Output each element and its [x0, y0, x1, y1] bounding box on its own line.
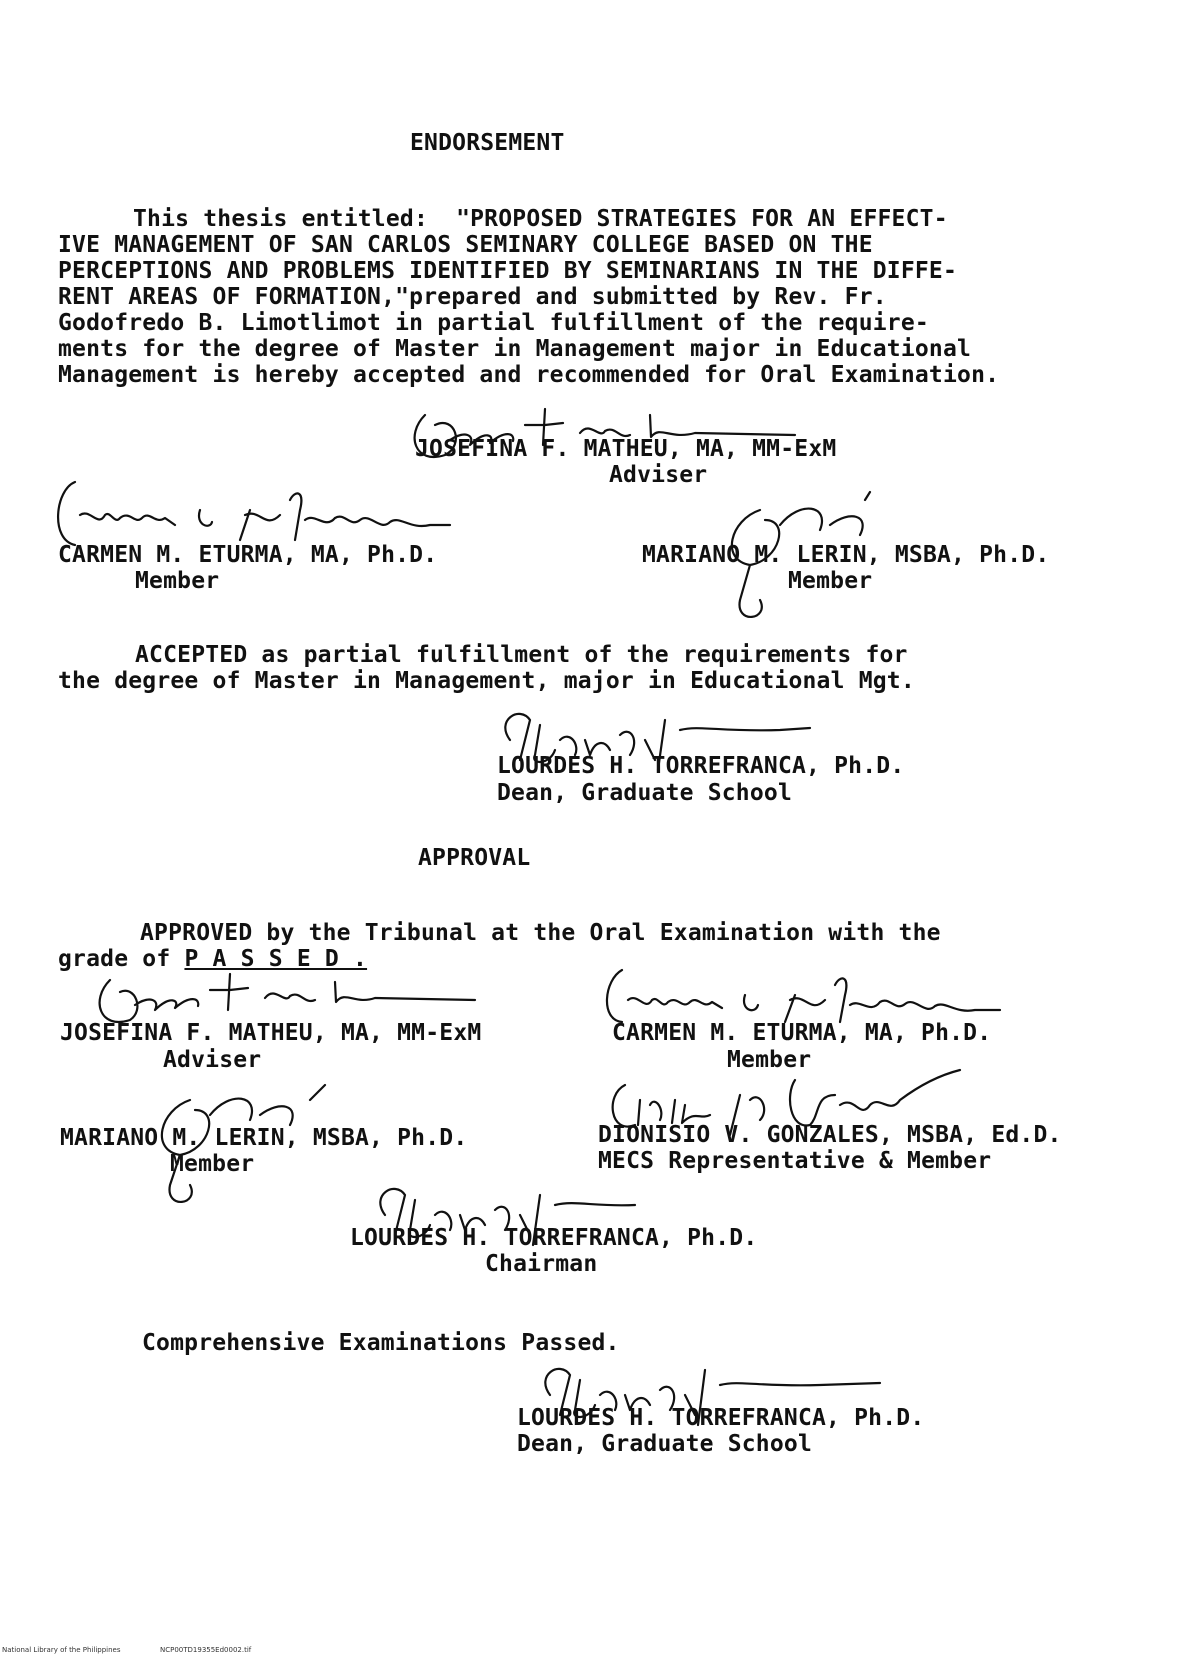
- paragraph-line: IVE MANAGEMENT OF SAN CARLOS SEMINARY COLLEGE BASED ON THE: [58, 232, 873, 258]
- mecs-name: DIONISIO V. GONZALES, MSBA, Ed.D.: [598, 1122, 1062, 1148]
- member-right-name: MARIANO M. LERIN, MSBA, Ph.D.: [642, 542, 1050, 568]
- paragraph-line: Management is hereby accepted and recommended for Oral Examination.: [58, 362, 1000, 388]
- adviser-name: JOSEFINA F. MATHEU, MA, MM-ExM: [415, 436, 837, 462]
- paragraph-line: Godofredo B. Limotlimot in partial fulfillment of the require-: [58, 310, 929, 336]
- approval-adviser-role: Adviser: [163, 1047, 262, 1073]
- dean-role: Dean, Graduate School: [497, 780, 792, 806]
- approval-heading: APPROVAL: [418, 845, 531, 871]
- scan-library-label: National Library of the Philippines: [2, 1646, 121, 1654]
- grade-label: grade of: [58, 946, 185, 972]
- mecs-role: MECS Representative & Member: [598, 1148, 992, 1174]
- grade-value: P A S S E D .: [184, 946, 368, 972]
- approval-line: APPROVED by the Tribunal at the Oral Examination with the: [140, 920, 941, 946]
- comprehensive-text: Comprehensive Examinations Passed.: [142, 1330, 620, 1356]
- approval-lerin-name: MARIANO M. LERIN, MSBA, Ph.D.: [60, 1125, 468, 1151]
- approval-eturma-role: Member: [727, 1047, 812, 1073]
- member-left-name: CARMEN M. ETURMA, MA, Ph.D.: [58, 542, 438, 568]
- paragraph-line: ments for the degree of Master in Management major in Educational: [58, 336, 972, 362]
- paragraph-line: This thesis entitled: "PROPOSED STRATEGIES FOR AN EFFECT-: [133, 206, 948, 232]
- paragraph-line: RENT AREAS OF FORMATION,"prepared and submitted by Rev. Fr.: [58, 284, 887, 310]
- paragraph-line: PERCEPTIONS AND PROBLEMS IDENTIFIED BY SEMINARIANS IN THE DIFFE-: [58, 258, 958, 284]
- member-left-role: Member: [135, 568, 220, 594]
- scan-file-id: NCP00TD19355Ed0002.tif: [160, 1646, 252, 1654]
- adviser-role: Adviser: [609, 462, 708, 488]
- endorsement-heading: ENDORSEMENT: [410, 130, 565, 156]
- dean-name: LOURDES H. TORREFRANCA, Ph.D.: [497, 753, 905, 779]
- approval-adviser-name: JOSEFINA F. MATHEU, MA, MM-ExM: [60, 1020, 482, 1046]
- chairman-role: Chairman: [485, 1251, 598, 1277]
- member-right-role: Member: [788, 568, 873, 594]
- comprehensive-dean-role: Dean, Graduate School: [517, 1431, 812, 1457]
- approval-lerin-role: Member: [170, 1151, 255, 1177]
- comprehensive-dean-name: LOURDES H. TORREFRANCA, Ph.D.: [517, 1405, 925, 1431]
- chairman-name: LOURDES H. TORREFRANCA, Ph.D.: [350, 1225, 758, 1251]
- accepted-line: the degree of Master in Management, major in Educational Mgt.: [58, 668, 915, 694]
- accepted-line: ACCEPTED as partial fulfillment of the requirements for: [135, 642, 908, 668]
- approval-eturma-name: CARMEN M. ETURMA, MA, Ph.D.: [612, 1020, 992, 1046]
